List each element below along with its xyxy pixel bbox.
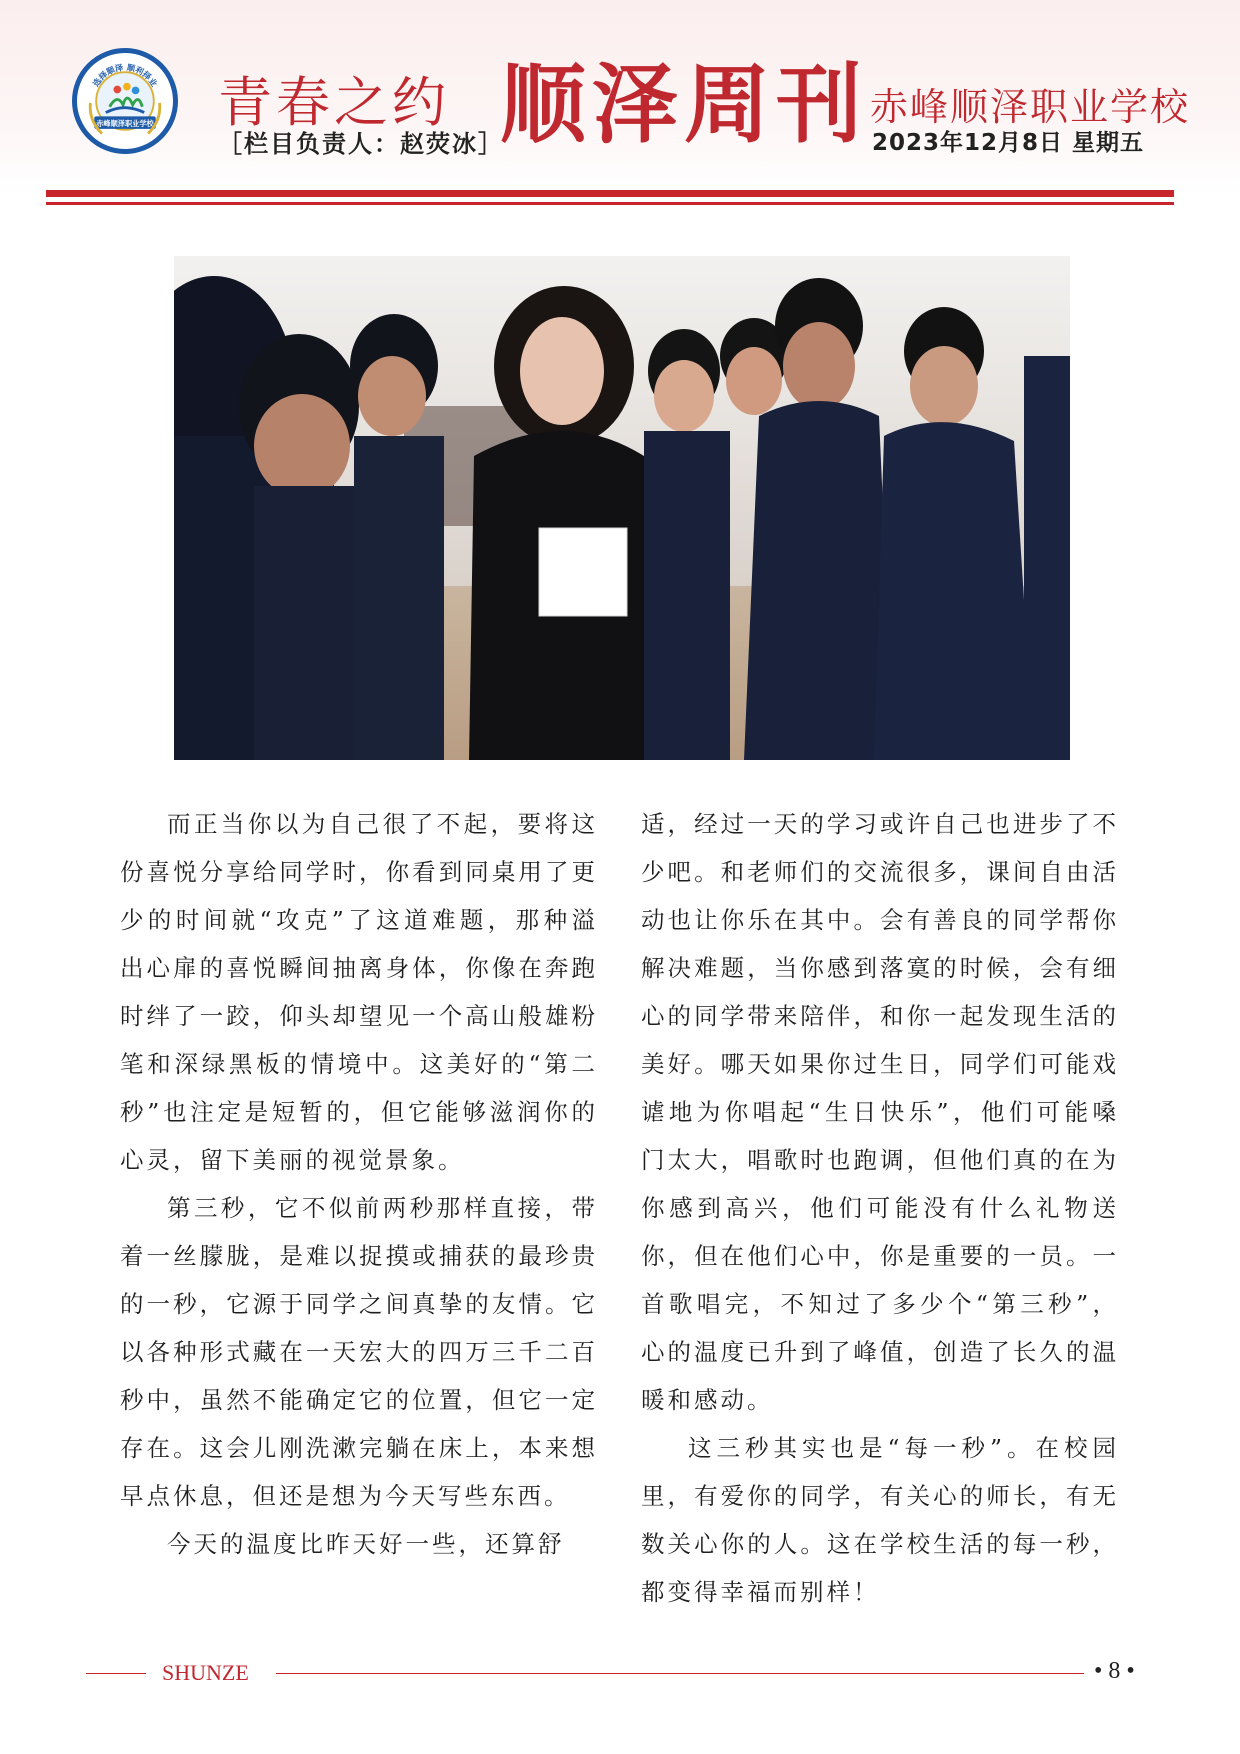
paragraph: 这三秒其实也是“每一秒”。在校园里，有爱你的同学，有关心的师长，有无数关心你的人。这在学校生活的每一秒，都变得幸福而别样！ [641,1434,1119,1606]
paragraph: 第三秒，它不似前两秒那样直接，带着一丝朦胧，是难以捉摸或捕获的最珍贵的一秒，它源于同学之间真挚的友情。它以各种形式藏在一天宏大的四万三千二百秒中，虽然不能确定它的位置，但它一定存在。这会儿刚洗漱完躺在床上，本来想早点休息，但还是想为今天写些东西。 [120,1194,598,1510]
paragraph: 适，经过一天的学习或许自己也进步了不少吧。和老师们的交流很多，课间自由活动也让你乐在其中。会有善良的同学帮你解决难题，当你感到落寞的时候，会有细心的同学带来陪伴，和你一起发现生活的美好。哪天如果你过生日，同学们可能戏谑地为你唱起“生日快乐”，他们可能嗓门太大，唱歌时也跑调，但他们真的在为你感到高兴，他们可能没有什么礼物送你，但在他们心中，你是重要的一员。一首歌唱完，不知过了多少个“第三秒”，心的温度已升到了峰值，创造了长久的温暖和感动。 [641,810,1119,1414]
paragraph: 而正当你以为自己很了不起，要将这份喜悦分享给同学时，你看到同桌用了更少的时间就“攻克”了这道难题，那种溢出心扉的喜悦瞬间抽离身体，你像在奔跑时绊了一跤，仰头却望见一个高山般雄粉笔和深绿黑板的情境中。这美好的“第二秒”也注定是短暂的，但它能够滋润你的心灵，留下美丽的视觉景象。 [120,810,598,1174]
logo-school-name: 赤峰顺泽职业学校 [96,118,154,128]
article-photo [174,256,1070,760]
school-logo [72,48,178,154]
page-number: • 8 • [1094,1658,1135,1684]
column-name: 青春之约 [218,71,450,134]
header-divider-thin [46,202,1174,205]
logo-motto: 选择顺泽 顺利择业 [90,62,160,89]
header-divider-thick [46,190,1174,197]
school-name: 赤峰顺泽职业学校 [870,85,1191,129]
school-emblem-icon [77,53,173,149]
column-editor: ［栏目负责人：赵荧冰］ [218,130,504,158]
article-column-right [641,800,1119,1616]
students-photo-illustration [174,256,1070,760]
issue-date: 2023年12月8日 星期五 [872,130,1145,156]
footer-brand: SHUNZE [162,1660,249,1685]
masthead-title: 顺泽周刊 [500,55,868,155]
paragraph: 今天的温度比昨天好一些，还算舒 [167,1530,565,1558]
article-column-left [120,800,598,1568]
footer-rule-left [86,1673,146,1674]
footer-rule-right [276,1673,1084,1674]
